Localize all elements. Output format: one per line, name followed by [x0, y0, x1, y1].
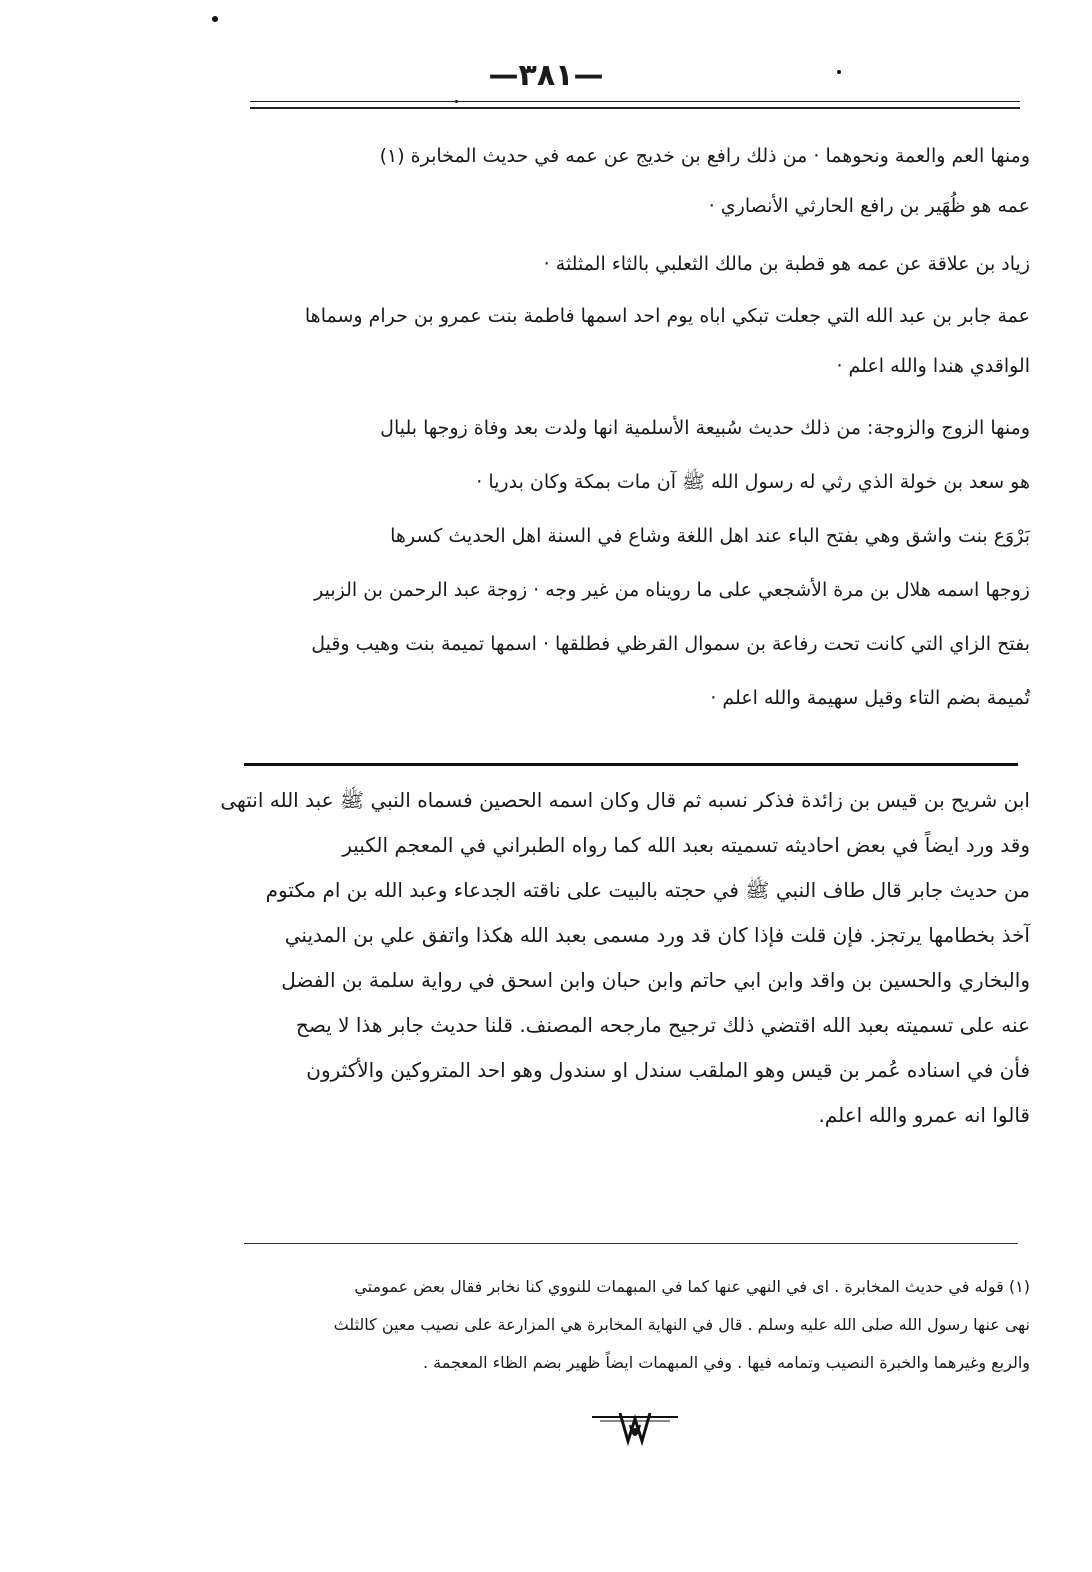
- text-line: وقد ورد ايضاً في بعض احاديثه تسميته بعبد الله كما رواه الطبراني في المعجم الكبير: [342, 833, 1030, 857]
- footnote-divider: [244, 1243, 1018, 1244]
- scan-speck: [212, 16, 218, 22]
- commentary-block: [220, 778, 1030, 1138]
- text-line: ومنها الزوج والزوجة: من ذلك حديث سُبيعة الأسلمية انها ولدت بعد وفاة زوجها بليال: [380, 417, 1030, 439]
- text-line: بفتح الزاي التي كانت تحت رفاعة بن سموال القرظي فطلقها · اسمها تميمة بنت وهيب وقيل: [311, 633, 1030, 655]
- text-line: عمة جابر بن عبد الله التي جعلت تبكي اباه يوم احد اسمها فاطمة بنت عمرو بن حرام وسماها: [304, 305, 1030, 327]
- header-double-rule: [250, 101, 1020, 109]
- text-line: قالوا انه عمرو والله اعلم.: [818, 1103, 1030, 1127]
- page-number: —٣٨١—: [488, 58, 604, 93]
- text-line: زوجها اسمه هلال بن مرة الأشجعي على ما رويناه من غير وجه · زوجة عبد الرحمن بن الزبير: [314, 579, 1030, 601]
- end-ornament-icon: [590, 1405, 680, 1447]
- text-line: ومنها العم والعمة ونحوهما · من ذلك رافع بن خديج عن عمه في حديث المخابرة (١): [379, 145, 1030, 167]
- text-line: زياد بن علاقة عن عمه هو قطبة بن مالك الثعلبي بالثاء المثلثة ·: [543, 253, 1030, 275]
- text-line: من حديث جابر قال طاف النبي ﷺ في حجته بالبيت على ناقته الجدعاء وعبد الله بن ام مكتوم: [265, 878, 1030, 902]
- text-line: تُميمة بضم التاء وقيل سهيمة والله اعلم ·: [710, 687, 1030, 709]
- paragraph-spouses: [240, 414, 1030, 712]
- text-line: آخذ بخطامها يرتجز. فإن قلت فإذا كان قد ورد مسمى بعبد الله هكذا واتفق علي بن المديني: [284, 923, 1030, 947]
- footnote-line: (١) قوله في حديث المخابرة . اى في النهي عنها كما في المبهمات للنووي كنا نخابر فقال بعض عمومتي: [354, 1277, 1030, 1296]
- text-line: الواقدي هندا والله اعلم ·: [836, 355, 1030, 377]
- text-line: عمه هو ظُهَير بن رافع الحارثي الأنصاري ·: [708, 195, 1030, 217]
- paragraph-ziyad: [240, 250, 1030, 278]
- text-line: ابن شريح بن قيس بن زائدة فذكر نسبه ثم قال وكان اسمه الحصين فسماه النبي ﷺ عبد الله انتهى: [220, 788, 1030, 812]
- text-line: فأن في اسناده عُمر بن قيس وهو الملقب سندل او سندول وهو احد المتروكين والأكثرون: [306, 1058, 1030, 1082]
- text-line: هو سعد بن خولة الذي رثي له رسول الله ﷺ آن مات بمكة وكان بدريا ·: [476, 471, 1030, 493]
- paragraph-jabir-aunt: [240, 302, 1030, 380]
- footnote-line: والربع وغيرهما والخبرة النصيب وتمامه فيها . وفي المبهمات ايضاً ظهير بضم الظاء المعجمة .: [422, 1353, 1030, 1372]
- paragraph-uncle-aunt: [240, 142, 1030, 220]
- footnote-line: نهى عنها رسول الله صلى الله عليه وسلم . قال في النهاية المخابرة هي المزارعة على نصيب معين كالثلث: [333, 1315, 1030, 1334]
- text-line: والبخاري والحسين بن واقد وابن ابي حاتم وابن حبان وابن اسحق في رواية سلمة بن الفضل: [281, 968, 1030, 992]
- section-divider: [244, 763, 1018, 766]
- footnote: [240, 1268, 1030, 1382]
- text-line: عنه على تسميته بعبد الله اقتضي ذلك ترجيح مارجحه المصنف. قلنا حديث جابر هذا لا يصح: [295, 1013, 1030, 1037]
- text-line: بَرْوَع بنت واشق وهي بفتح الباء عند اهل اللغة وشاع في السنة اهل الحديث كسرها: [390, 525, 1030, 547]
